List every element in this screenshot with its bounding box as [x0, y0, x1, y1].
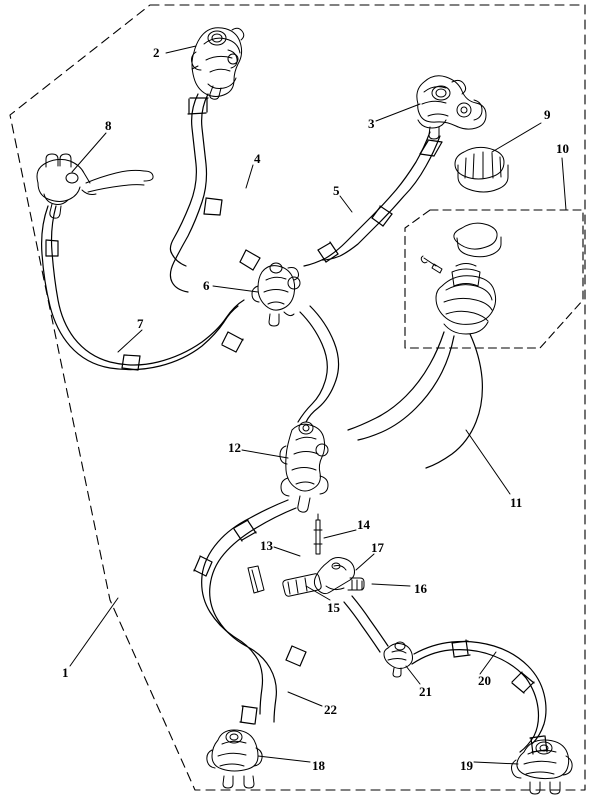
outer-dashed-boundary	[10, 5, 585, 790]
caliper-rear-right	[512, 740, 573, 794]
callout-19: 19	[460, 758, 473, 773]
callout-12: 12	[228, 440, 241, 455]
reservoir-cap	[455, 147, 508, 192]
callout-9: 9	[544, 107, 551, 122]
callout-21: 21	[419, 684, 432, 699]
brake-hose-7	[42, 206, 244, 370]
callout-18: 18	[312, 758, 325, 773]
junction-block-lower	[280, 422, 328, 512]
callout-17: 17	[371, 540, 384, 555]
junction-lower-rear	[384, 642, 413, 677]
master-cylinder-lever	[37, 154, 153, 218]
brake-hose-20	[412, 640, 547, 754]
caliper-rear-left	[207, 730, 262, 788]
push-rod	[314, 514, 322, 554]
brake-hose-reservoir-to-junction	[348, 332, 482, 468]
callout-13: 13	[260, 538, 273, 553]
callout-4: 4	[254, 151, 261, 166]
callout-11: 11	[510, 495, 523, 510]
brake-pedal	[314, 558, 364, 594]
callout-7: 7	[137, 316, 144, 331]
caliper-front-right	[417, 76, 486, 139]
caliper-front-left	[192, 28, 244, 99]
callout-15: 15	[327, 600, 340, 615]
callout-20: 20	[478, 673, 491, 688]
brake-hose-pedal-to-21	[344, 596, 388, 652]
brake-hose-4	[170, 94, 260, 292]
callout-3: 3	[368, 116, 375, 131]
callout-8: 8	[105, 118, 112, 133]
callout-14: 14	[357, 517, 370, 532]
brake-hose-5	[304, 132, 442, 266]
inner-dashed-boundary	[405, 210, 583, 348]
brake-hose-22	[194, 500, 306, 724]
callout-10: 10	[556, 141, 569, 156]
reservoir-body	[421, 256, 495, 334]
callout-1: 1	[62, 665, 69, 680]
callout-6: 6	[203, 278, 210, 293]
brake-hose-6-to-12	[298, 306, 339, 422]
callout-16: 16	[414, 581, 427, 596]
brake-pad-plate	[248, 566, 321, 596]
callout-22: 22	[324, 702, 337, 717]
callout-5: 5	[333, 183, 340, 198]
callout-2: 2	[153, 45, 160, 60]
junction-block-upper	[252, 263, 300, 326]
reservoir-diaphragm	[454, 223, 501, 257]
